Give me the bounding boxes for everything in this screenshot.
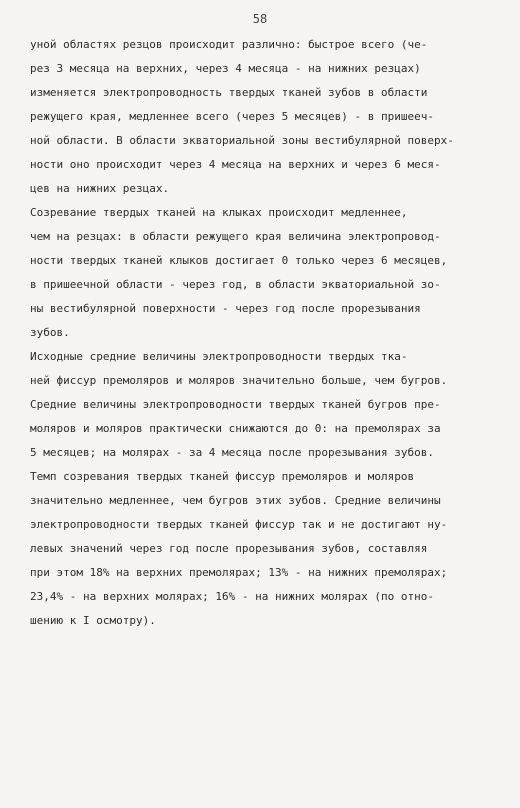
- paragraph-4: Темп созревания твердых тканей фиссур премоляров и моляров значительно медленнее, чем бугров этих зубов. Средние величины электропроводности твердых тканей фиссур так и не достигают ну- левых значений через год после прорезывания зубов, составляя при этом 18% на верхних премолярах; 13% - на нижних премолярах; 23,4% - на верхних молярах; 16% - на нижних молярах (по отно- шению к I осмотру).: [30, 470, 448, 627]
- body-text: [30, 33, 492, 633]
- paragraph-2: Созревание твердых тканей на клыках происходит медленнее, чем на резцах: в области режущего края величина электропровод- ности твердых тканей клыков достигает 0 только через 6 месяцев, в пришеечной области - через год, в области экваториальной зо- ны вестибулярной поверхности - через год после прорезывания зубов.: [30, 206, 448, 339]
- paragraph-3: Исходные средние величины электропроводности твердых тка- ней фиссур премоляров и моляров значительно больше, чем бугров. Средние величины электропроводности твердых тканей бугров пре- моляров и моляров практически снижаются до 0: на премолярах за 5 месяцев; на молярах - за 4 месяца после прорезывания зубов.: [30, 350, 448, 459]
- paragraph-1: уной областях резцов происходит различно: быстрое всего (че- рез 3 месяца на верхних, через 4 месяца - на нижних резцах) изменяется электропроводность твердых тканей зубов в области режущего края, медленнее всего (через 5 месяцев) - в пришееч- ной области. В области экваториальной зоны вестибулярной поверх- ности оно происходит через 4 месяца на верхних и через 6 меся- цев на нижних резцах.: [30, 38, 454, 195]
- page-number: 58: [252, 12, 268, 26]
